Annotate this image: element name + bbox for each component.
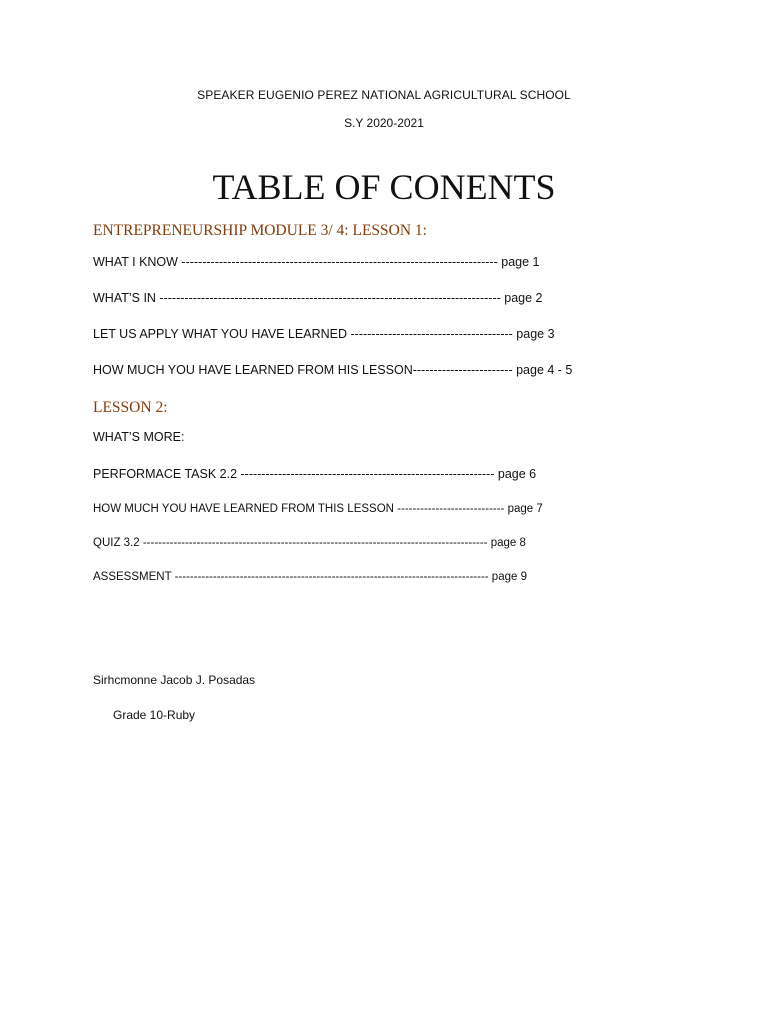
toc-entry-how-much-learned-1: HOW MUCH YOU HAVE LEARNED FROM HIS LESSON------------------------ page 4 - 5 <box>93 363 573 377</box>
page-title: TABLE OF CONENTS <box>212 167 556 207</box>
section-heading-lesson-1: ENTREPRENEURSHIP MODULE 3/ 4: LESSON 1: <box>93 222 427 239</box>
toc-entry-let-us-apply: LET US APPLY WHAT YOU HAVE LEARNED --------------------------------------- page 3 <box>93 327 555 341</box>
school-name: SPEAKER EUGENIO PEREZ NATIONAL AGRICULTURAL SCHOOL <box>197 88 571 102</box>
toc-entry-performance-task: PERFORMACE TASK 2.2 ------------------------------------------------------------- page 6 <box>93 467 537 481</box>
toc-entry-whats-more: WHAT’S MORE: <box>93 430 185 444</box>
section-heading-lesson-2: LESSON 2: <box>93 399 168 416</box>
toc-entry-assessment: ASSESSMENT ---------------------------------------------------------------------------------- page 9 <box>93 571 527 583</box>
grade-section: Grade 10-Ruby <box>113 708 196 722</box>
toc-entry-quiz: QUIZ 3.2 ------------------------------------------------------------------------------------------ page 8 <box>93 537 526 549</box>
toc-entry-whats-in: WHAT’S IN ---------------------------------------------------------------------------------- page 2 <box>93 291 543 305</box>
toc-entry-what-i-know: WHAT I KNOW ---------------------------------------------------------------------------- page 1 <box>93 255 540 269</box>
toc-entry-how-much-learned-2: HOW MUCH YOU HAVE LEARNED FROM THIS LESSON ---------------------------- page 7 <box>93 503 543 515</box>
author-name: Sirhcmonne Jacob J. Posadas <box>93 673 256 687</box>
school-year: S.Y 2020-2021 <box>344 116 424 130</box>
